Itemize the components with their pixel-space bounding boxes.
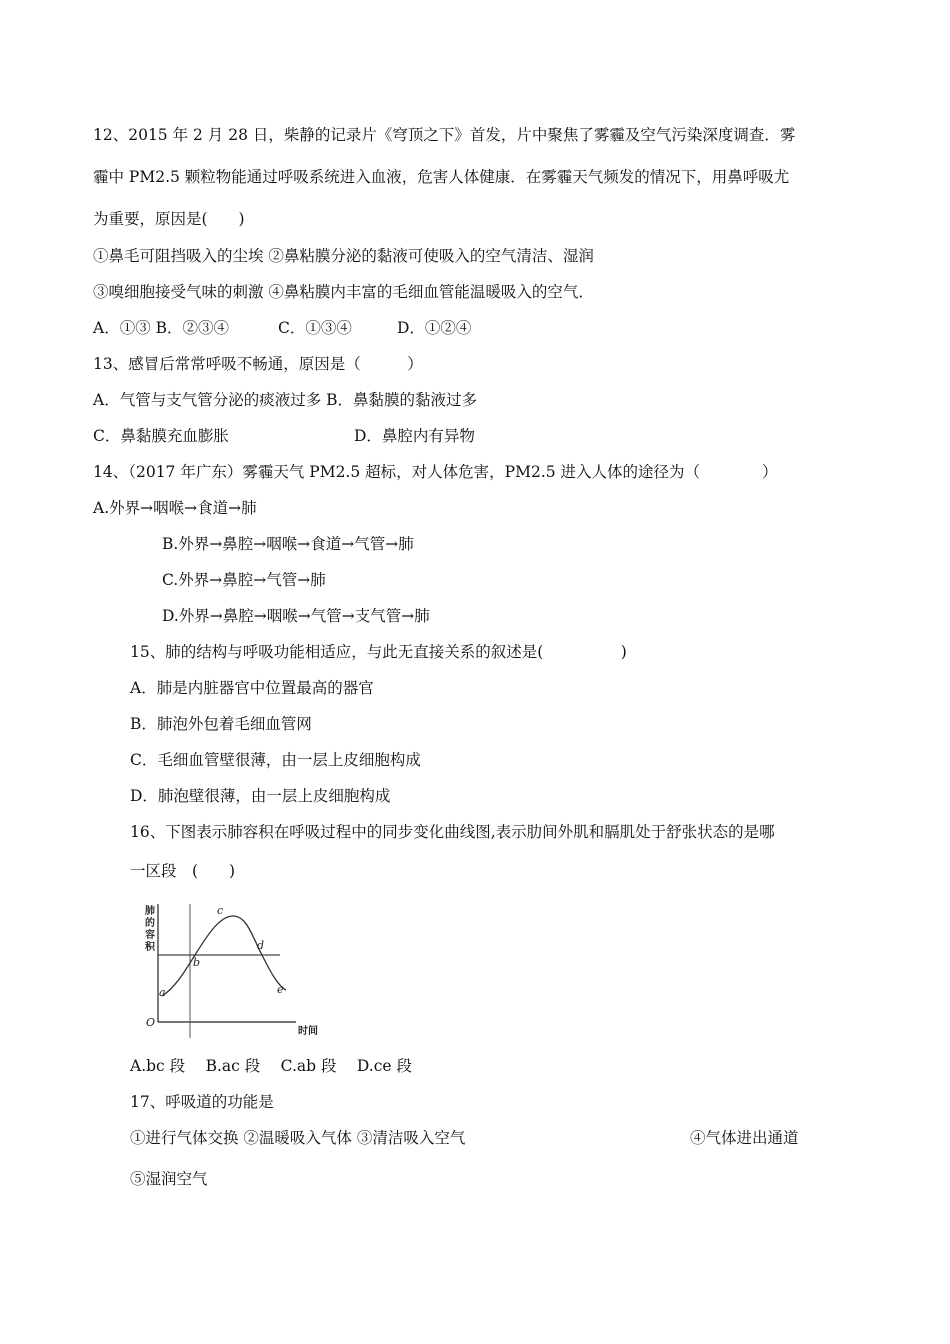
q12-stem-line2: 霾中 PM2.5 颗粒物能通过呼吸系统进入血液，危害人体健康．在雾霾天气频发的情况下，用鼻呼吸尤 (93, 168, 790, 186)
q17-options-3: ⑤湿润空气 (130, 1170, 208, 1188)
q17-options-1: ①进行气体交换 ②温暖吸入气体 ③清洁吸入空气 (130, 1129, 466, 1147)
q15-stem: 15、肺的结构与呼吸功能相适应，与此无直接关系的叙述是( ) (130, 643, 627, 661)
q16-options: A.bc 段 B.ac 段 C.ab 段 D.ce 段 (130, 1057, 413, 1075)
q15-option-b: B．肺泡外包着毛细血管网 (130, 715, 312, 733)
q15-option-c: C．毛细血管壁很薄，由一层上皮细胞构成 (130, 751, 421, 769)
q12-stem-line1: 12、2015 年 2 月 28 日，柴静的记录片《穹顶之下》首发，片中聚焦了雾霾及空气污染深度调查．雾 (93, 126, 796, 144)
y-label-1: 肺 (145, 906, 155, 917)
origin-label: O (146, 1016, 156, 1029)
q14-stem: 14、（2017 年广东）雾霾天气 PM2.5 超标，对人体危害，PM2.5 进入人体的途径为（ ） (93, 463, 778, 481)
q15-option-d: D．肺泡壁很薄，由一层上皮细胞构成 (130, 787, 391, 805)
x-label: 时间 (298, 1026, 318, 1037)
point-d-label: d (257, 939, 265, 952)
y-label-4: 积 (145, 942, 155, 953)
q14-option-a: A.外界→咽喉→食道→肺 (93, 499, 257, 517)
q17-options-2: ④气体进出通道 (690, 1129, 799, 1147)
q12-option-ab: A．①③ B．②③④ (93, 319, 230, 337)
q13-option-c: C．鼻黏膜充血膨胀 (93, 427, 229, 445)
q12-statement-2: ③嗅细胞接受气味的刺激 ④鼻粘膜内丰富的毛细血管能温暖吸入的空气． (93, 283, 594, 301)
point-c-label: c (217, 904, 224, 917)
q16-stem-line2: 一区段 ( ) (130, 862, 236, 880)
q12-option-d: D．①②④ (397, 319, 472, 337)
q12-statement-1: ①鼻毛可阻挡吸入的尘埃 ②鼻粘膜分泌的黏液可使吸入的空气清洁、湿润 (93, 247, 594, 265)
lung-volume-curve (162, 916, 286, 996)
point-e-label: e (277, 983, 284, 996)
q12-option-c: C．①③④ (278, 319, 352, 337)
q15-option-a: A．肺是内脏器官中位置最高的器官 (130, 679, 374, 697)
point-a-label: a (159, 986, 166, 999)
point-b-label: b (193, 956, 201, 969)
q17-stem: 17、呼吸道的功能是 (130, 1093, 274, 1111)
y-label-3: 容 (145, 930, 155, 941)
q14-option-b: B.外界→鼻腔→咽喉→食道→气管→肺 (162, 535, 414, 553)
q14-option-c: C.外界→鼻腔→气管→肺 (162, 571, 326, 589)
q16-stem-line1: 16、下图表示肺容积在呼吸过程中的同步变化曲线图,表示肋间外肌和膈肌处于舒张状态的是哪 (130, 823, 775, 841)
q13-option-ab: A．气管与支气管分泌的痰液过多 B．鼻黏膜的黏液过多 (93, 391, 478, 409)
q14-option-d: D.外界→鼻腔→咽喉→气管→支气管→肺 (162, 607, 430, 625)
lung-volume-figure (140, 896, 340, 1046)
q13-option-d: D．鼻腔内有异物 (354, 427, 475, 445)
q13-stem: 13、感冒后常常呼吸不畅通，原因是（ ） (93, 355, 423, 373)
y-label-2: 的 (145, 918, 155, 929)
q12-stem-line3: 为重要，原因是( ) (93, 210, 245, 228)
